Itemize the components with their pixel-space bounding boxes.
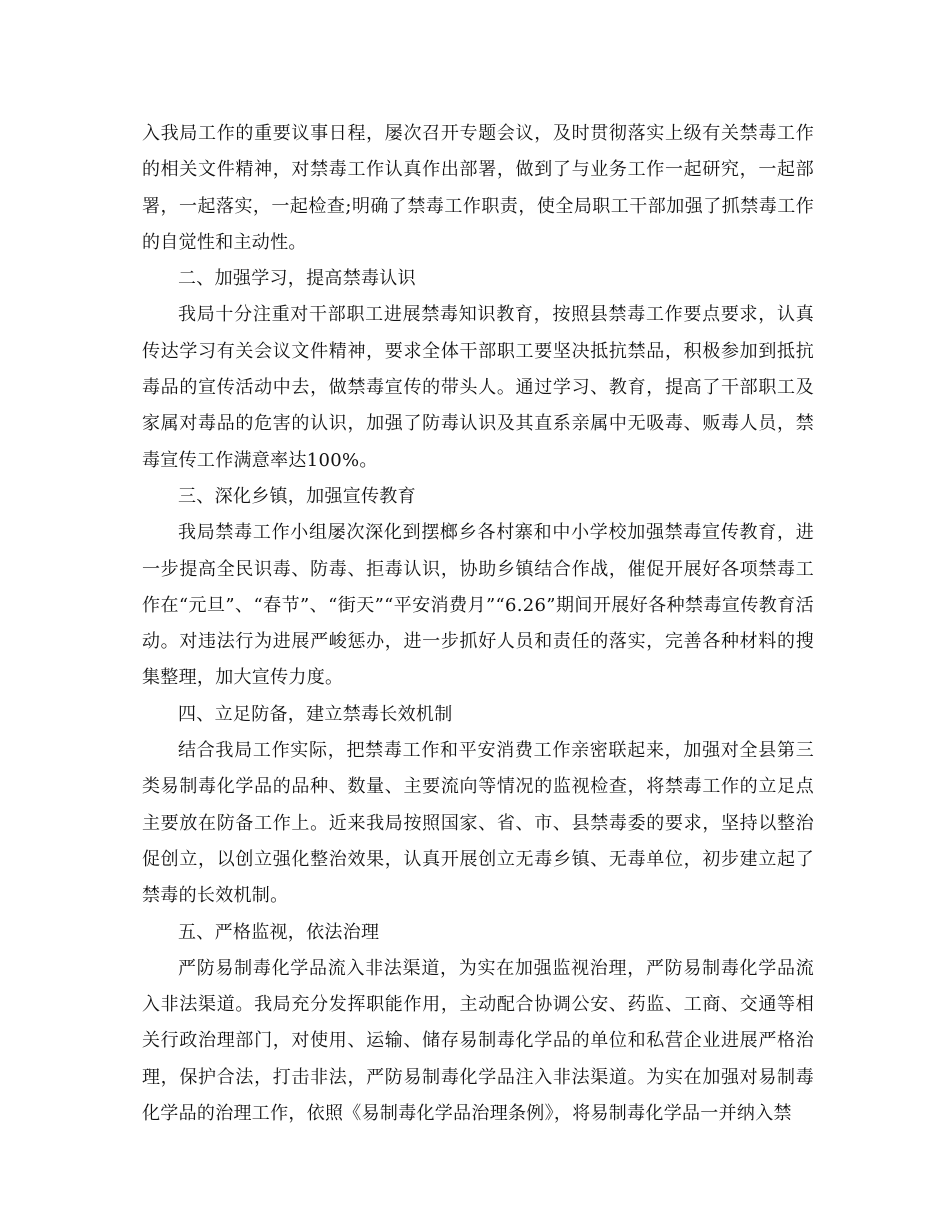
paragraph-section-2: 我局十分注重对干部职工进展禁毒知识教育，按照县禁毒工作要点要求，认真传达学习有关会议文件精神，要求全体干部职工要坚决抵抗禁品，积极参加到抵抗毒品的宣传活动中去，做禁毒宣传的带头人。通过学习、教育，提高了干部职工及家属对毒品的危害的认识，加强了防毒认识及其直系亲属中无吸毒、贩毒人员，禁毒宣传工作满意率达100%。 <box>142 304 814 471</box>
section-heading-3: 三、深化乡镇，加强宣传教育 <box>178 485 416 507</box>
section-heading-5: 五、严格监视，依法治理 <box>178 921 380 943</box>
section-heading-2: 二、加强学习，提高禁毒认识 <box>178 268 416 290</box>
paragraph-intro-continuation: 入我局工作的重要议事日程，屡次召开专题会议，及时贯彻落实上级有关禁毒工作的相关文件精神，对禁毒工作认真作出部署，做到了与业务工作一起研究，一起部署，一起落实，一起检查;明确了禁毒工作职责，使全局职工干部加强了抓禁毒工作的自觉性和主动性。 <box>142 123 814 253</box>
document-page <box>142 116 814 1132</box>
section-heading-4: 四、立足防备，建立禁毒长效机制 <box>178 703 453 725</box>
paragraph-section-3: 我局禁毒工作小组屡次深化到摆榔乡各村寨和中小学校加强禁毒宣传教育，进一步提高全民识毒、防毒、拒毒认识，协助乡镇结合作战，催促开展好各项禁毒工作在“元旦”、“春节”、“街天”“平安消费月”“6.26”期间开展好各种禁毒宣传教育活动。对违法行为进展严峻惩办，进一步抓好人员和责任的落实，完善各种材料的搜集整理，加大宣传力度。 <box>142 522 814 689</box>
paragraph-section-4: 结合我局工作实际，把禁毒工作和平安消费工作亲密联起来，加强对全县第三类易制毒化学品的品种、数量、主要流向等情况的监视检查，将禁毒工作的立足点主要放在防备工作上。近来我局按照国家、省、市、县禁毒委的要求，坚持以整治促创立，以创立强化整治效果，认真开展创立无毒乡镇、无毒单位，初步建立起了禁毒的长效机制。 <box>142 740 814 907</box>
paragraph-section-5: 严防易制毒化学品流入非法渠道，为实在加强监视治理，严防易制毒化学品流入非法渠道。我局充分发挥职能作用，主动配合协调公安、药监、工商、交通等相关行政治理部门，对使用、运输、储存易制毒化学品的单位和私营企业进展严格治理，保护合法，打击非法，严防易制毒化学品注入非法渠道。为实在加强对易制毒化学品的治理工作，依照《易制毒化学品治理条例》，将易制毒化学品一并纳入禁 <box>142 957 814 1125</box>
